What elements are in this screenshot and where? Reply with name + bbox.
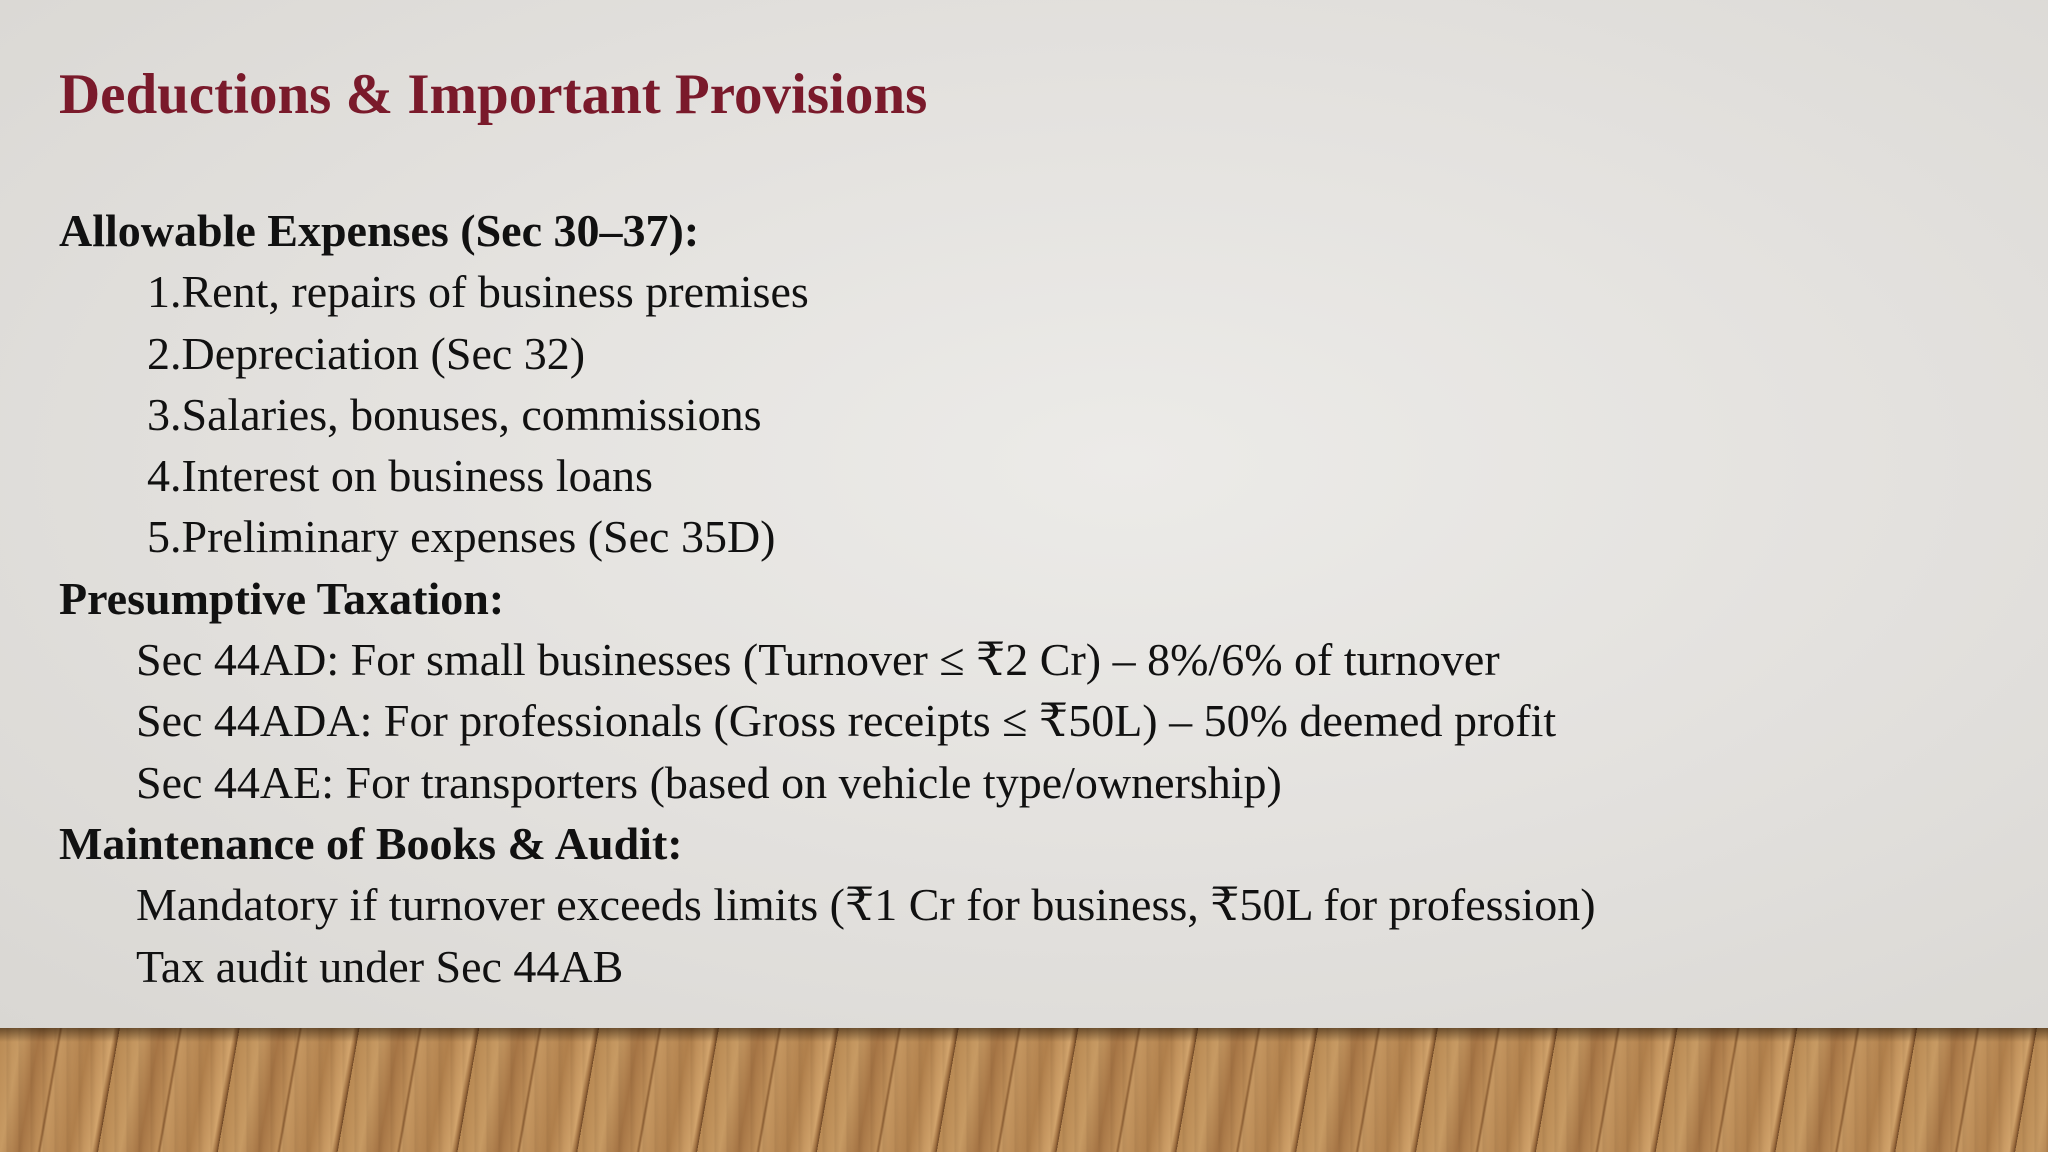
slide-body (59, 200, 1596, 997)
list-item: 1.Rent, repairs of business premises (147, 266, 809, 318)
section-heading-presumptive-taxation: Presumptive Taxation: (59, 572, 505, 624)
wood-floor-decoration (0, 1028, 2048, 1152)
list-item: 3.Salaries, bonuses, commissions (147, 388, 762, 440)
slide-title: Deductions & Important Provisions (59, 63, 928, 126)
list-item: Sec 44AE: For transporters (based on vehicle type/ownership) (136, 756, 1282, 808)
section-heading-allowable-expenses: Allowable Expenses (Sec 30–37): (59, 205, 700, 256)
list-item: Sec 44AD: For small businesses (Turnover ≤ ₹2 Cr) – 8%/6% of turnover (136, 634, 1500, 686)
list-item: Sec 44ADA: For professionals (Gross receipts ≤ ₹50L) – 50% deemed profit (136, 695, 1557, 747)
list-item: Tax audit under Sec 44AB (136, 940, 624, 992)
list-item: 2.Depreciation (Sec 32) (147, 327, 586, 379)
list-item: Mandatory if turnover exceeds limits (₹1 Cr for business, ₹50L for profession) (136, 879, 1596, 931)
section-heading-books-audit: Maintenance of Books & Audit: (59, 817, 683, 869)
list-item: 5.Preliminary expenses (Sec 35D) (147, 511, 776, 563)
list-item: 4.Interest on business loans (147, 450, 653, 502)
